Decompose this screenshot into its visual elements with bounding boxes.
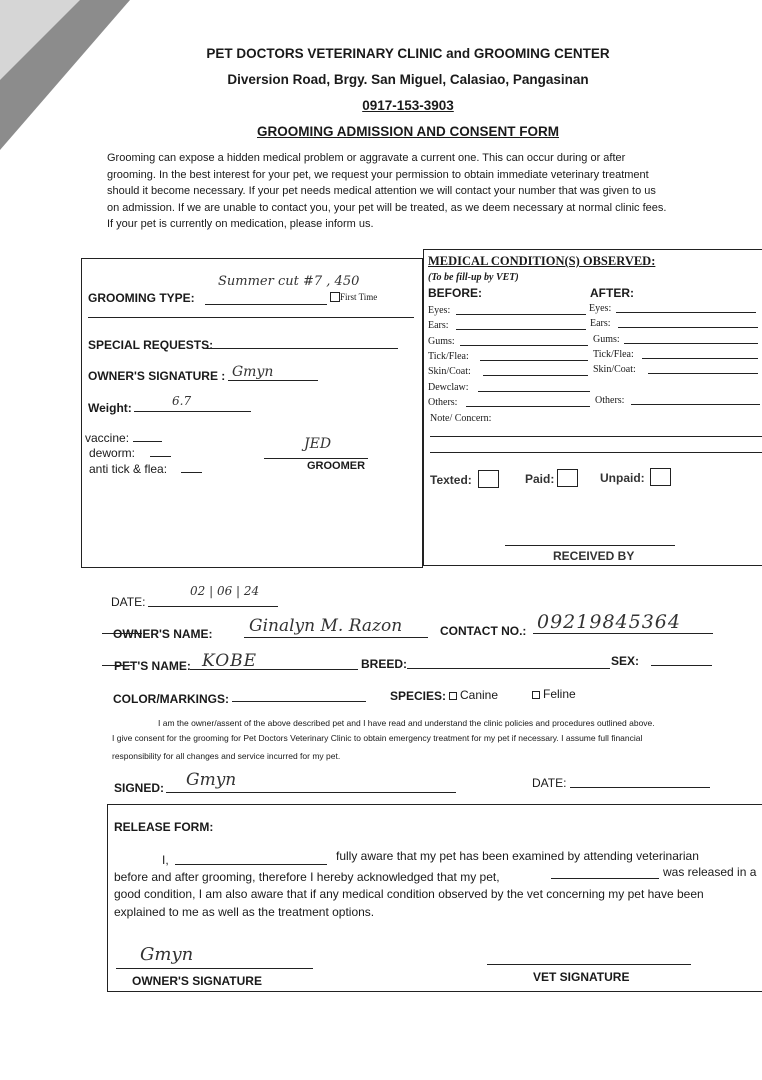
before-tickflea: Tick/Flea: [428,351,469,362]
release-pet-line [551,878,659,879]
after-others: Others: [595,395,625,406]
note-label: Note/ Concern: [430,413,492,424]
release-text-4: explained to me as well as the treatment options. [114,905,375,919]
vaccine-line [133,441,162,442]
color-markings-line [232,701,366,702]
owner-name-strike [102,633,142,634]
contact-line [533,633,713,634]
consent-line-2: I give consent for the grooming for Pet Doctors Veterinary Clinic to obtain emergency treatment for my pet if necessary. I assume full financial [112,733,643,743]
received-by-label: RECEIVED BY [553,549,635,563]
release-text-3: good condition, I am also aware that if any medical condition observed by the vet concerning my pet have been [114,887,704,901]
release-text-1: fully aware that my pet has been examined by attending veterinarian [336,849,699,863]
owner-name-label: OWNER'S NAME: [113,627,213,641]
groomer-line [264,458,368,459]
clinic-name: PET DOCTORS VETERINARY CLINIC and GROOMING CENTER [206,46,610,61]
before-eyes: Eyes: [428,305,451,316]
after-gums: Gums: [593,334,620,345]
owner-name-value: Ginalyn M. Razon [249,616,403,636]
texted-checkbox[interactable] [478,470,499,488]
form-title: GROOMING ADMISSION AND CONSENT FORM [257,124,559,139]
consent-line-3: responsibility for all changes and service incurred for my pet. [112,751,341,761]
before-others-line [466,406,590,407]
signed-line [166,792,456,793]
after-skincoat: Skin/Coat: [593,364,636,375]
medical-subtitle: (To be fill-up by VET) [428,272,519,283]
feline-label: Feline [543,687,576,701]
owner-signature-value: Gmyn [232,364,274,380]
after-tickflea-line [642,358,758,359]
breed-label: BREED: [361,657,408,671]
before-eyes-line [456,314,586,315]
before-label: BEFORE: [428,286,482,300]
deworm-line [150,456,171,457]
weight-label: Weight: [88,401,132,415]
release-text-2b: was released in a [663,865,757,879]
consent-date-line [570,787,710,788]
signed-label: SIGNED: [114,781,165,795]
special-requests-line [203,348,398,349]
after-eyes-line [616,312,756,313]
intro-line: on admission. If we are unable to contact you, your pet will be treated, as we deem necessary at normal clinic fees. [107,201,667,214]
before-tickflea-line [480,360,588,361]
special-requests-label: SPECIAL REQUESTS: [88,338,214,352]
sex-line [651,665,712,666]
pet-name-value: KOBE [202,651,258,671]
grooming-type-line [205,304,327,305]
species-label: SPECIES: [390,689,447,703]
before-gums-line [460,345,588,346]
intro-line: If your pet is currently on medication, please inform us. [107,218,374,230]
after-tickflea: Tick/Flea: [593,349,634,360]
color-markings-label: COLOR/MARKINGS: [113,692,229,706]
paid-label: Paid: [525,472,555,486]
groomer-label: GROOMER [307,460,366,472]
first-time-checkbox[interactable] [330,292,340,302]
sex-label: SEX: [611,654,640,668]
weight-line [134,411,251,412]
after-ears-line [618,327,758,328]
before-others: Others: [428,397,458,408]
intro-line: Grooming can expose a hidden medical problem or aggravate a current one. This can occur during or after [107,152,626,164]
paid-checkbox[interactable] [557,469,578,487]
before-skincoat: Skin/Coat: [428,366,471,377]
before-gums: Gums: [428,336,455,347]
before-skincoat-line [483,375,588,376]
after-label: AFTER: [590,286,634,300]
grooming-type-line-2 [88,317,414,318]
received-by-line [505,545,675,546]
weight-value: 6.7 [172,394,192,408]
owner-signature-label: OWNER'S SIGNATURE : [88,369,226,383]
unpaid-checkbox[interactable] [650,468,671,486]
groomer-value: JED [304,436,332,452]
unpaid-label: Unpaid: [600,471,645,485]
canine-checkbox[interactable] [449,692,457,700]
before-dewclaw-line [478,391,590,392]
owner-name-line [244,637,428,638]
first-time-label: First Time [340,292,378,302]
contact-label: CONTACT NO.: [440,624,527,638]
owner-signature-line [228,380,318,381]
antitick-label: anti tick & flea: [89,462,168,476]
intro-line: should it become necessary. If your pet needs medical attention we will contact your number that was given to us [107,185,656,197]
signed-value: Gmyn [186,770,237,790]
vaccine-label: vaccine: [85,431,130,445]
note-line-2 [430,452,762,453]
release-title: RELEASE FORM: [114,820,214,834]
after-others-line [631,404,760,405]
release-name-line [175,864,327,865]
note-line-1 [430,436,762,437]
release-owner-sig-value: Gmyn [140,944,194,965]
after-eyes: Eyes: [589,303,612,314]
intro-paragraph [107,150,715,233]
breed-line [407,668,610,669]
after-gums-line [624,343,758,344]
medical-title: MEDICAL CONDITION(S) OBSERVED: [428,254,656,268]
before-ears: Ears: [428,320,449,331]
date-value: 02 | 06 | 24 [190,584,260,598]
before-dewclaw: Dewclaw: [428,382,469,393]
contact-value: 09219845364 [537,611,681,633]
grooming-type-label: GROOMING TYPE: [88,291,195,305]
scan-shadow-fold [0,0,80,80]
before-ears-line [456,329,586,330]
grooming-type-value: Summer cut #7 , 450 [218,274,360,289]
clinic-phone: 0917-153-3903 [362,98,454,113]
release-text-2a: before and after grooming, therefore I hereby acknowledged that my pet, [114,870,500,884]
feline-checkbox[interactable] [532,691,540,699]
texted-label: Texted: [430,473,472,487]
consent-date-label: DATE: [532,776,567,790]
date-line [148,606,278,607]
date-label: DATE: [111,595,146,609]
vet-sig-line [487,964,691,965]
pet-name-strike [102,665,132,666]
intro-line: grooming. In the best interest for your pet, we request your permission to obtain immediate veterinary treatment [107,168,649,181]
canine-label: Canine [460,688,499,702]
release-owner-sig-label: OWNER'S SIGNATURE [132,974,262,988]
vet-sig-label: VET SIGNATURE [533,970,630,984]
after-skincoat-line [648,373,758,374]
consent-line-1: I am the owner/assent of the above described pet and I have read and understand the clinic policies and procedures outlined above. [158,718,655,728]
release-i: I, [162,853,169,867]
release-owner-sig-line [116,968,313,969]
after-ears: Ears: [590,318,611,329]
pet-name-label: PET'S NAME: [114,659,191,673]
antitick-line [181,472,202,473]
deworm-label: deworm: [89,446,136,460]
clinic-address: Diversion Road, Brgy. San Miguel, Calasiao, Pangasinan [227,72,589,87]
